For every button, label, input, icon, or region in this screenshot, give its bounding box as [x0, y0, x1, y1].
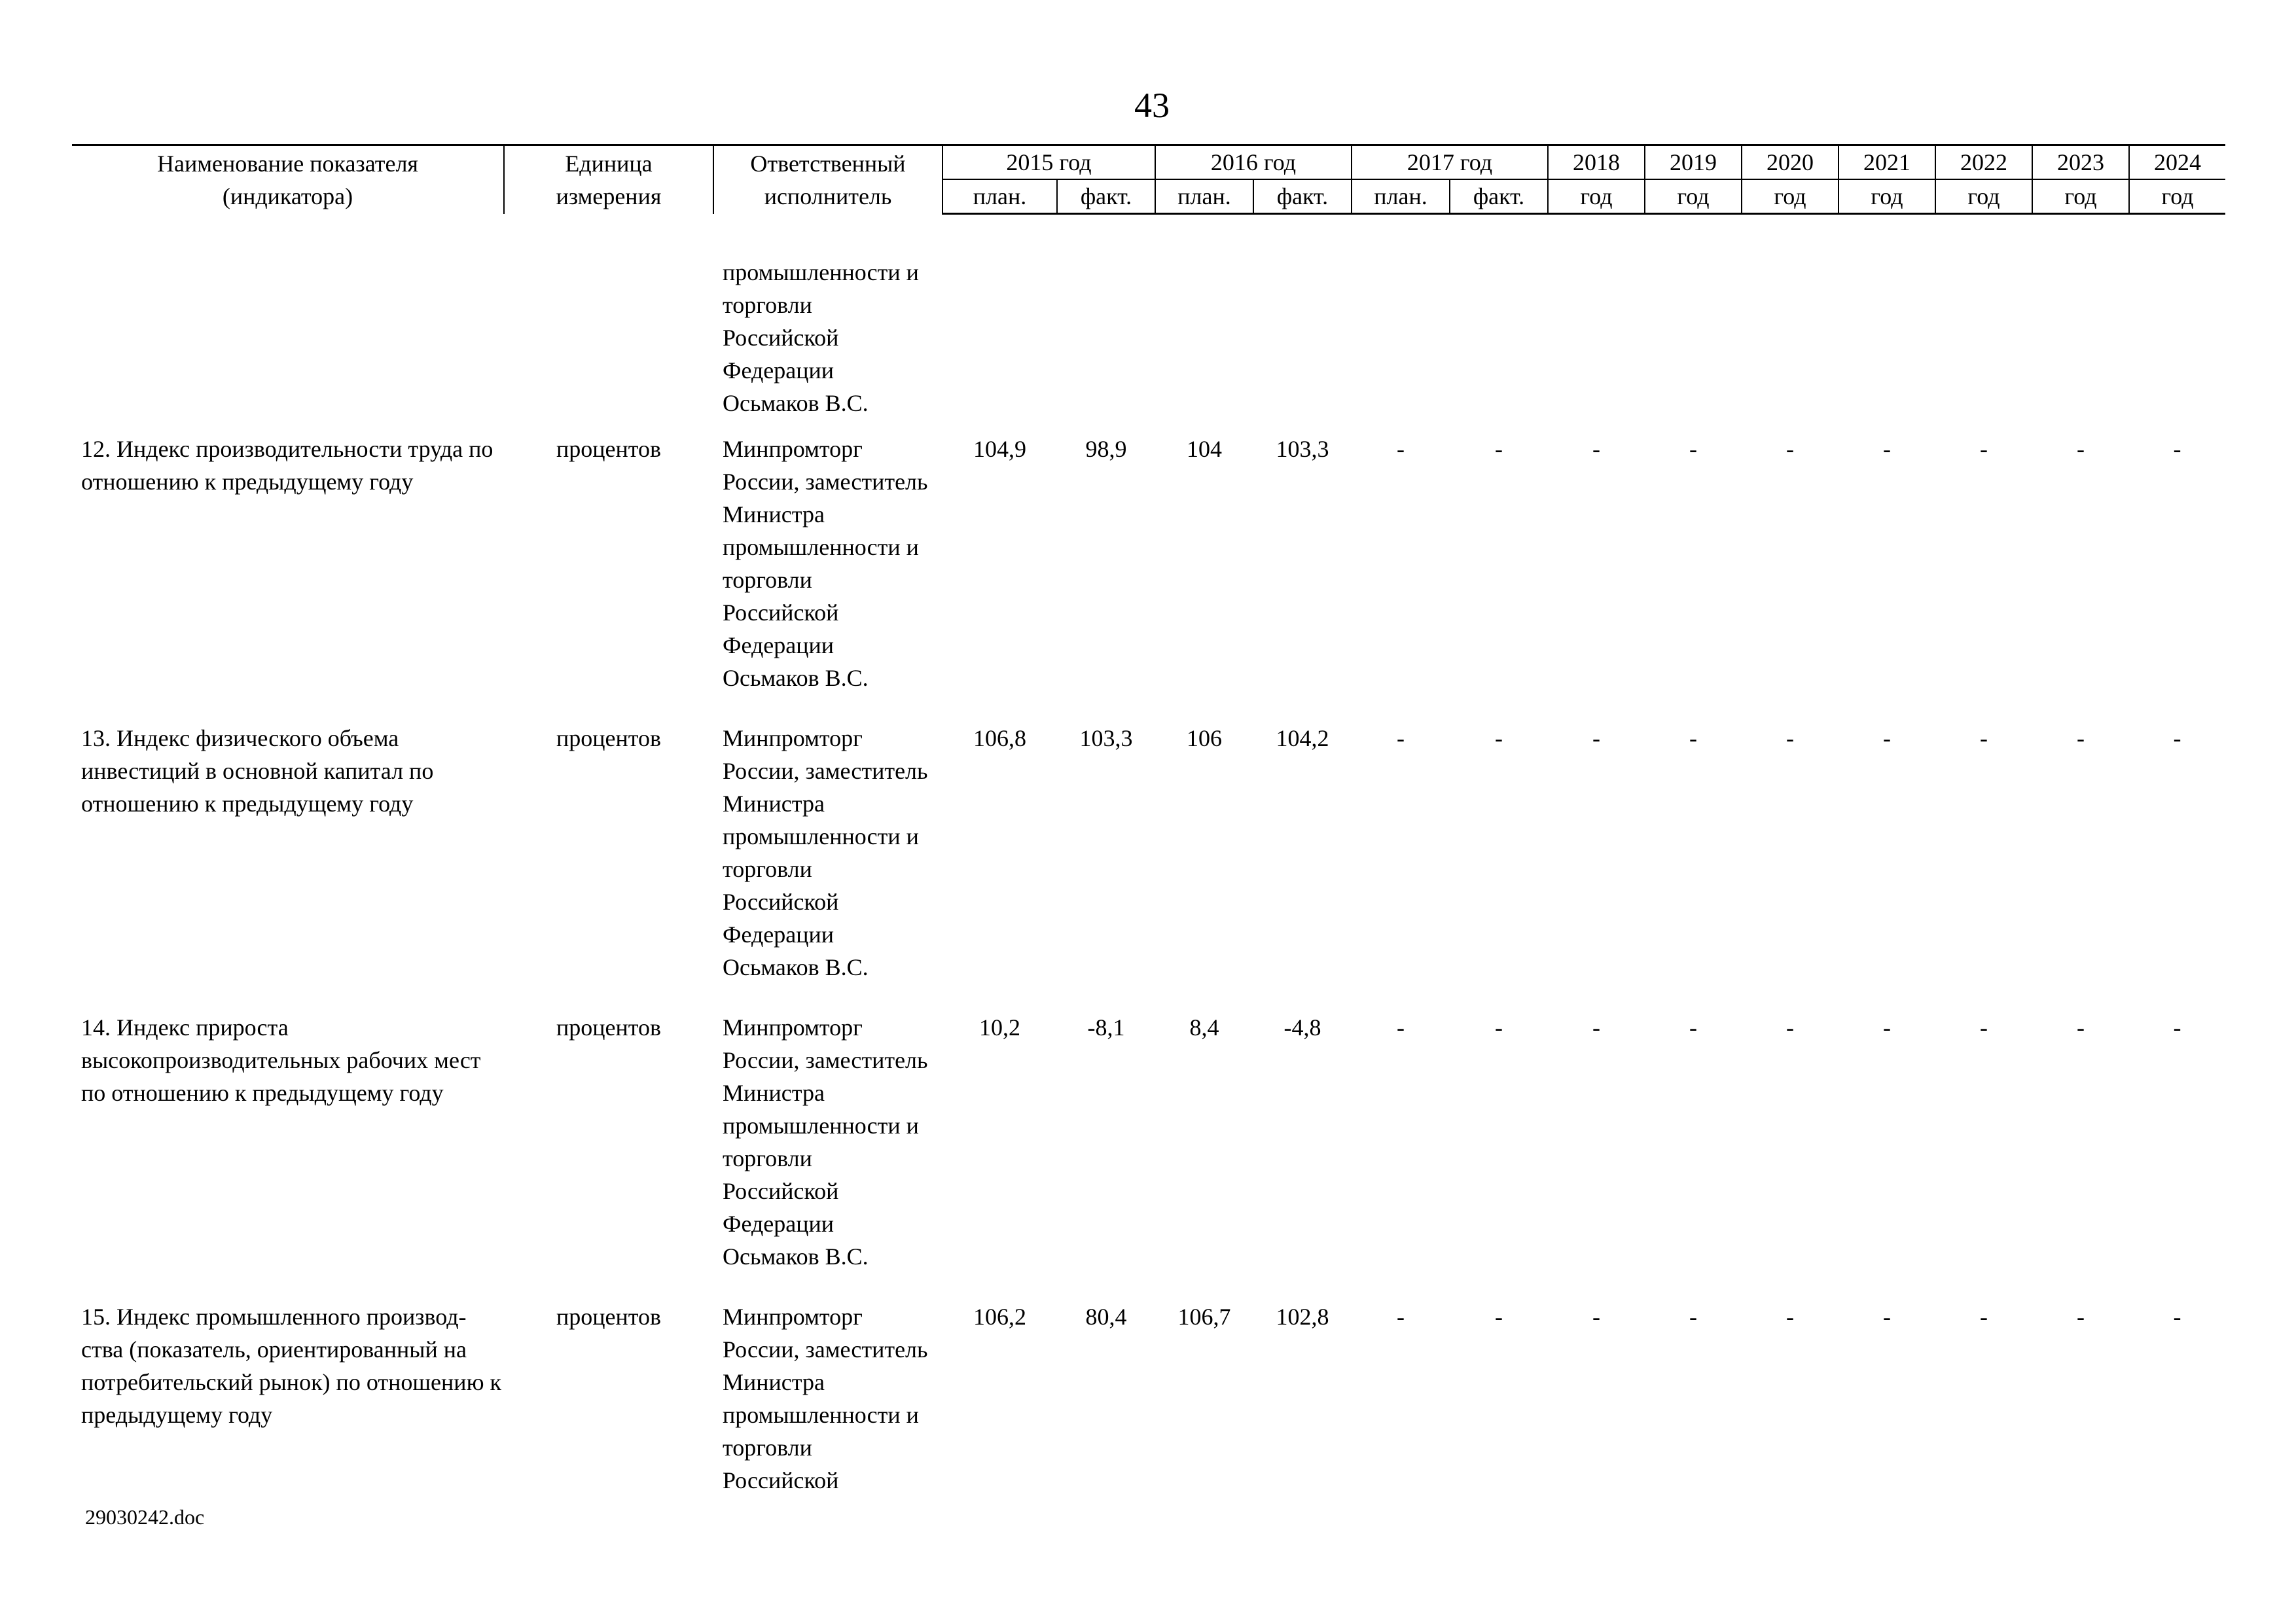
value-cell: -	[1397, 1014, 1405, 1041]
header-fact-2015: факт.	[1057, 179, 1155, 214]
value-cell: 102,8	[1276, 1303, 1329, 1330]
header-god-2023: год	[2032, 179, 2129, 214]
header-year-2021: 2021	[1839, 145, 1935, 180]
value-cell: -	[1980, 724, 1988, 751]
header-year-2017: 2017 год	[1352, 145, 1548, 180]
header-god-2018: год	[1548, 179, 1645, 214]
table-row	[72, 709, 2225, 998]
header-plan-2017: план.	[1352, 179, 1450, 214]
value-cell: 106,2	[973, 1303, 1026, 1330]
header-year-2016: 2016 год	[1155, 145, 1352, 180]
header-year-2018: 2018	[1548, 145, 1645, 180]
header-executor: Ответственный исполнитель	[713, 145, 942, 214]
header-god-2019: год	[1645, 179, 1742, 214]
table-body	[72, 214, 2225, 1511]
value-cell: 104,2	[1276, 724, 1329, 751]
value-cell: -	[1495, 724, 1503, 751]
value-cell: 103,3	[1276, 435, 1329, 462]
continuation-executor: промышленности и торговли Российской Федерации Осьмаков В.С.	[723, 259, 919, 416]
indicator-name: 15. Индекс промышленного производ-ства (показатель, ориентированный на потребительский рынок) по отношению к предыдущему году	[81, 1303, 501, 1428]
page-number: 43	[1134, 86, 1170, 125]
indicators-table	[72, 144, 2225, 1511]
header-god-2022: год	[1935, 179, 2032, 214]
header-year-2022: 2022	[1935, 145, 2032, 180]
value-cell: -	[2077, 724, 2085, 751]
value-cell: -	[1397, 1303, 1405, 1330]
value-cell: 106,8	[973, 724, 1026, 751]
value-cell: -	[1495, 1303, 1503, 1330]
value-cell: -	[1592, 1014, 1600, 1041]
header-unit: Единица измерения	[504, 145, 713, 214]
value-cell: -	[1495, 1014, 1503, 1041]
header-fact-2017: факт.	[1450, 179, 1548, 214]
header-fact-2016: факт.	[1253, 179, 1352, 214]
header-god-2020: год	[1742, 179, 1839, 214]
value-cell: -	[2077, 1303, 2085, 1330]
continuation-row	[72, 214, 2225, 419]
value-cell: -	[1786, 724, 1794, 751]
value-cell: -	[2173, 1014, 2181, 1041]
header-god-2021: год	[1839, 179, 1935, 214]
value-cell: -8,1	[1087, 1014, 1125, 1041]
value-cell: -	[1592, 435, 1600, 462]
indicator-name: 12. Индекс производительности труда по отношению к предыдущему году	[81, 435, 493, 495]
header-plan-2016: план.	[1155, 179, 1253, 214]
executor-cell: Минпромторг России, заместитель Министра промышленности и торговли Российской Федерации Осьмаков В.С.	[723, 435, 928, 691]
value-cell: -	[1883, 724, 1891, 751]
value-cell: -	[1980, 1014, 1988, 1041]
header-god-2024: год	[2129, 179, 2225, 214]
value-cell: 98,9	[1085, 435, 1127, 462]
header-year-2024: 2024	[2129, 145, 2225, 180]
indicator-name: 13. Индекс физического объема инвестиций в основной капитал по отношению к предыдущему году	[81, 724, 434, 817]
table-row	[72, 998, 2225, 1287]
unit-cell: процентов	[556, 435, 662, 462]
value-cell: -	[1397, 724, 1405, 751]
value-cell: 80,4	[1085, 1303, 1127, 1330]
value-cell: -	[1689, 1014, 1697, 1041]
executor-cell: Минпромторг России, заместитель Министра промышленности и торговли Российской Федерации Осьмаков В.С.	[723, 724, 928, 980]
header-year-2019: 2019	[1645, 145, 1742, 180]
table-row	[72, 419, 2225, 709]
value-cell: -	[1592, 1303, 1600, 1330]
value-cell: -	[1883, 435, 1891, 462]
value-cell: -	[1689, 724, 1697, 751]
table-header	[72, 145, 2225, 214]
header-year-2015: 2015 год	[942, 145, 1155, 180]
value-cell: 103,3	[1079, 724, 1133, 751]
value-cell: 104,9	[973, 435, 1026, 462]
value-cell: -	[2077, 435, 2085, 462]
header-indicator-name: Наименование показателя (индикатора)	[72, 145, 504, 214]
table-row	[72, 1287, 2225, 1511]
executor-cell: Минпромторг России, заместитель Министра промышленности и торговли Российской Федерации Осьмаков В.С.	[723, 1014, 928, 1270]
value-cell: -	[1786, 1014, 1794, 1041]
value-cell: -	[1495, 435, 1503, 462]
value-cell: -	[1980, 1303, 1988, 1330]
value-cell: -	[2077, 1014, 2085, 1041]
value-cell: -	[1397, 435, 1405, 462]
header-year-2023: 2023	[2032, 145, 2129, 180]
value-cell: -	[1883, 1303, 1891, 1330]
value-cell: -	[1592, 724, 1600, 751]
value-cell: -	[2173, 724, 2181, 751]
value-cell: -	[1689, 1303, 1697, 1330]
unit-cell: процентов	[556, 724, 662, 751]
unit-cell: процентов	[556, 1303, 662, 1330]
value-cell: -	[1786, 1303, 1794, 1330]
indicator-name: 14. Индекс прироста высокопроизводительных рабочих мест по отношению к предыдущему году	[81, 1014, 481, 1106]
header-plan-2015: план.	[942, 179, 1057, 214]
value-cell: 8,4	[1189, 1014, 1219, 1041]
value-cell: -	[1786, 435, 1794, 462]
header-year-2020: 2020	[1742, 145, 1839, 180]
unit-cell: процентов	[556, 1014, 662, 1041]
executor-cell: Минпромторг России, заместитель Министра промышленности и торговли Российской	[723, 1303, 928, 1493]
value-cell: -	[1980, 435, 1988, 462]
document-filename: 29030242.doc	[85, 1505, 205, 1529]
value-cell: -	[1689, 435, 1697, 462]
value-cell: 10,2	[979, 1014, 1020, 1041]
value-cell: -4,8	[1283, 1014, 1321, 1041]
value-cell: 106	[1187, 724, 1222, 751]
value-cell: 104	[1187, 435, 1222, 462]
value-cell: 106,7	[1177, 1303, 1231, 1330]
value-cell: -	[1883, 1014, 1891, 1041]
value-cell: -	[2173, 1303, 2181, 1330]
value-cell: -	[2173, 435, 2181, 462]
